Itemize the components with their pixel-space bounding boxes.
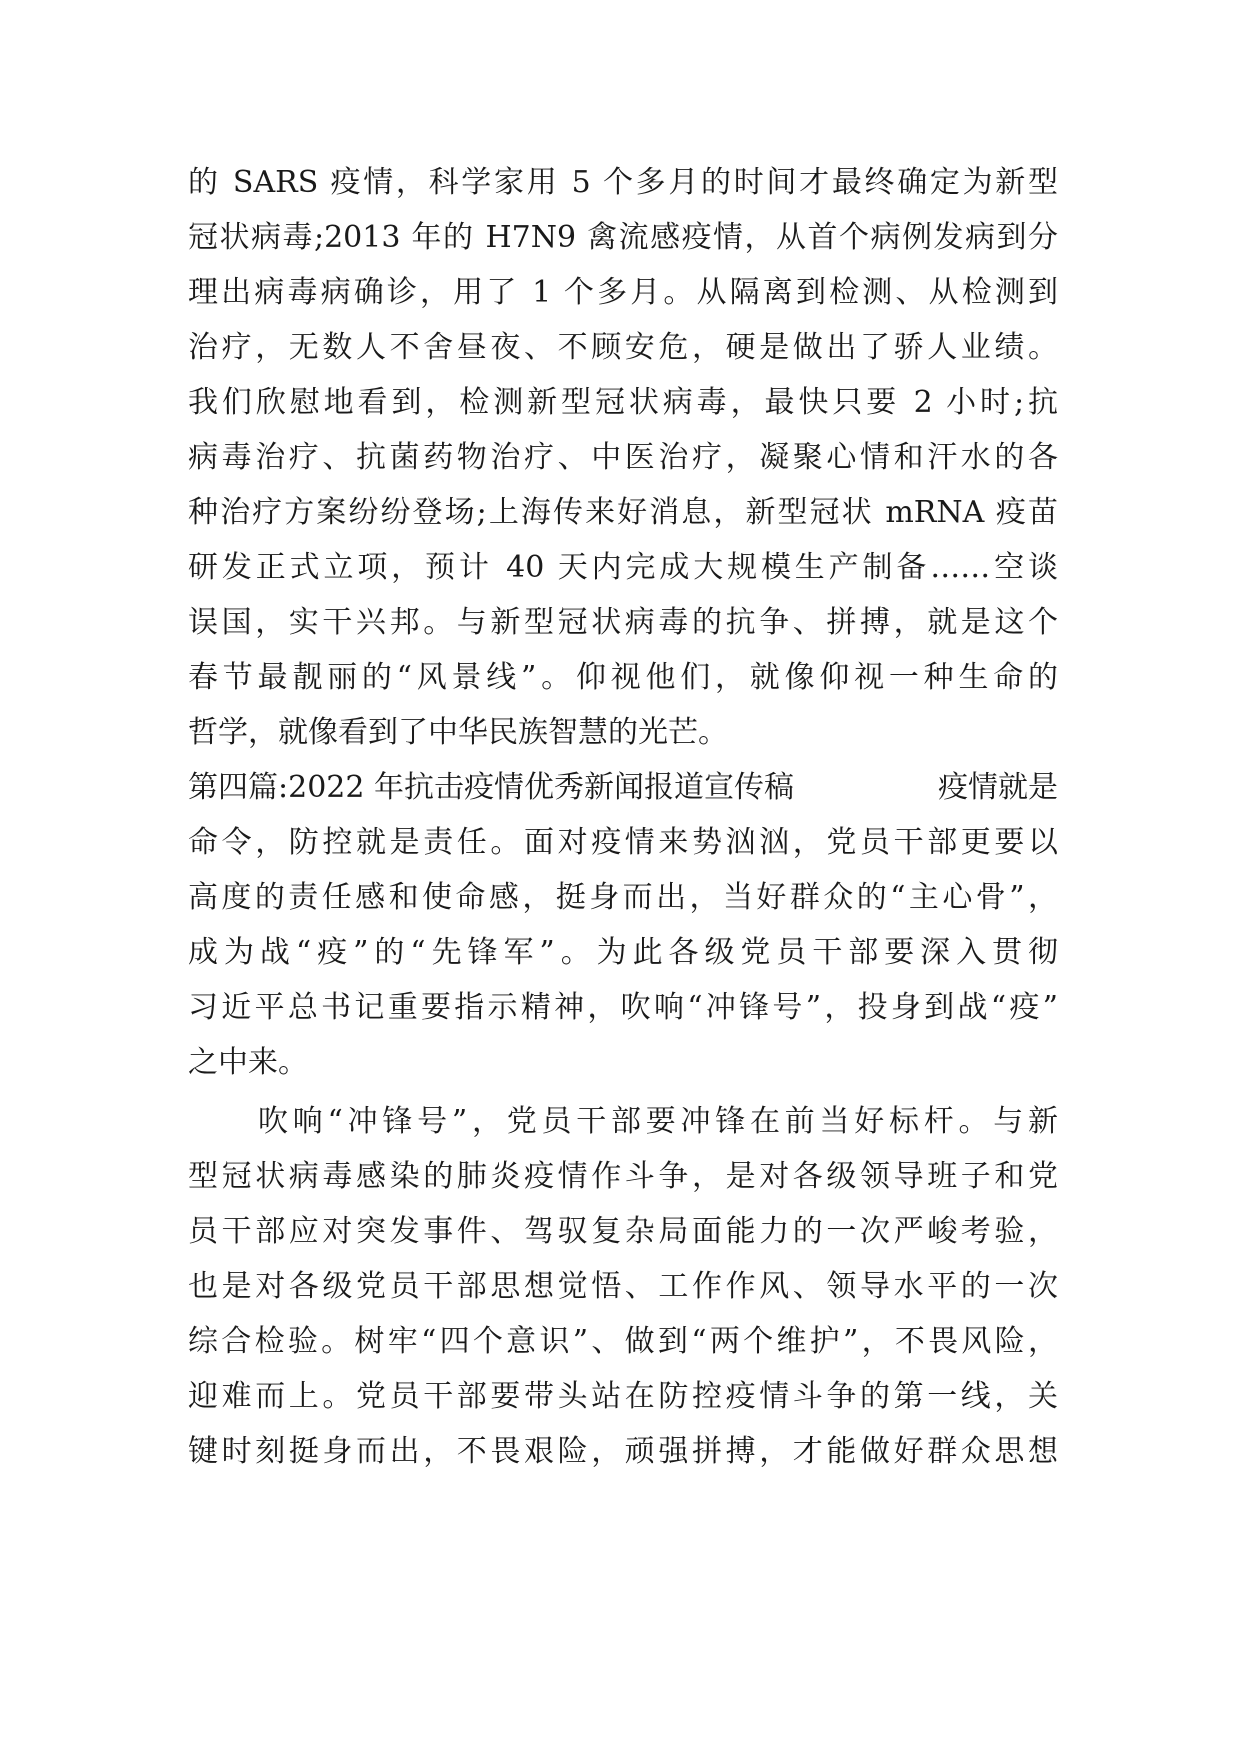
text-line: 综合检验。树牢“四个意识”、做到“两个维护”，不畏风险，: [188, 1324, 1058, 1359]
text-line: 也是对各级党员干部思想觉悟、工作作风、领导水平的一次: [188, 1269, 1058, 1304]
text-line: 种治疗方案纷纷登场;上海传来好消息，新型冠状 mRNA 疫苗: [188, 495, 1058, 530]
text-line: 我们欣慰地看到，检测新型冠状病毒，最快只要 2 小时;抗: [188, 385, 1058, 420]
text-line: 的 SARS 疫情，科学家用 5 个多月的时间才最终确定为新型: [188, 165, 1058, 200]
document-page: [188, 155, 1058, 1479]
text-line: 之中来。: [188, 1045, 308, 1080]
section-4: [188, 760, 1058, 1090]
text-line: 迎难而上。党员干部要带头站在防控疫情斗争的第一线，关: [188, 1379, 1058, 1414]
paragraph-1: [188, 155, 1058, 760]
text-line: 误国，实干兴邦。与新型冠状病毒的抗争、拼搏，就是这个: [188, 605, 1058, 640]
text-line: 型冠状病毒感染的肺炎疫情作斗争，是对各级领导班子和党: [188, 1159, 1058, 1194]
text-line: 高度的责任感和使命感，挺身而出，当好群众的“主心骨”，: [188, 880, 1058, 915]
text-line: 习近平总书记重要指示精神，吹响“冲锋号”，投身到战“疫”: [188, 990, 1058, 1025]
section-heading-tail: 疫情就是: [938, 770, 1058, 805]
text-line: 冠状病毒;2013 年的 H7N9 禽流感疫情，从首个病例发病到分: [188, 220, 1058, 255]
text-line: 命令，防控就是责任。面对疫情来势汹汹，党员干部更要以: [188, 825, 1058, 860]
text-line: 键时刻挺身而出，不畏艰险，顽强拼搏，才能做好群众思想: [188, 1434, 1058, 1469]
text-line: 理出病毒病确诊，用了 1 个多月。从隔离到检测、从检测到: [188, 275, 1058, 310]
section-heading-line: [188, 760, 1058, 815]
text-line: 春节最靓丽的“风景线”。仰视他们，就像仰视一种生命的: [188, 660, 1058, 695]
text-line: 成为战“疫”的“先锋军”。为此各级党员干部要深入贯彻: [188, 935, 1058, 970]
text-line: 吹响“冲锋号”，党员干部要冲锋在前当好标杆。与新: [258, 1104, 1058, 1139]
paragraph-3: [188, 1094, 1058, 1479]
text-line: 员干部应对突发事件、驾驭复杂局面能力的一次严峻考验，: [188, 1214, 1058, 1249]
text-line: 治疗，无数人不舍昼夜、不顾安危，硬是做出了骄人业绩。: [188, 330, 1058, 365]
text-line: 研发正式立项，预计 40 天内完成大规模生产制备……空谈: [188, 550, 1058, 585]
text-line: 哲学，就像看到了中华民族智慧的光芒。: [188, 715, 728, 750]
text-line: 病毒治疗、抗菌药物治疗、中医治疗，凝聚心情和汗水的各: [188, 440, 1058, 475]
section-heading: 第四篇:2022 年抗击疫情优秀新闻报道宣传稿: [188, 770, 794, 805]
